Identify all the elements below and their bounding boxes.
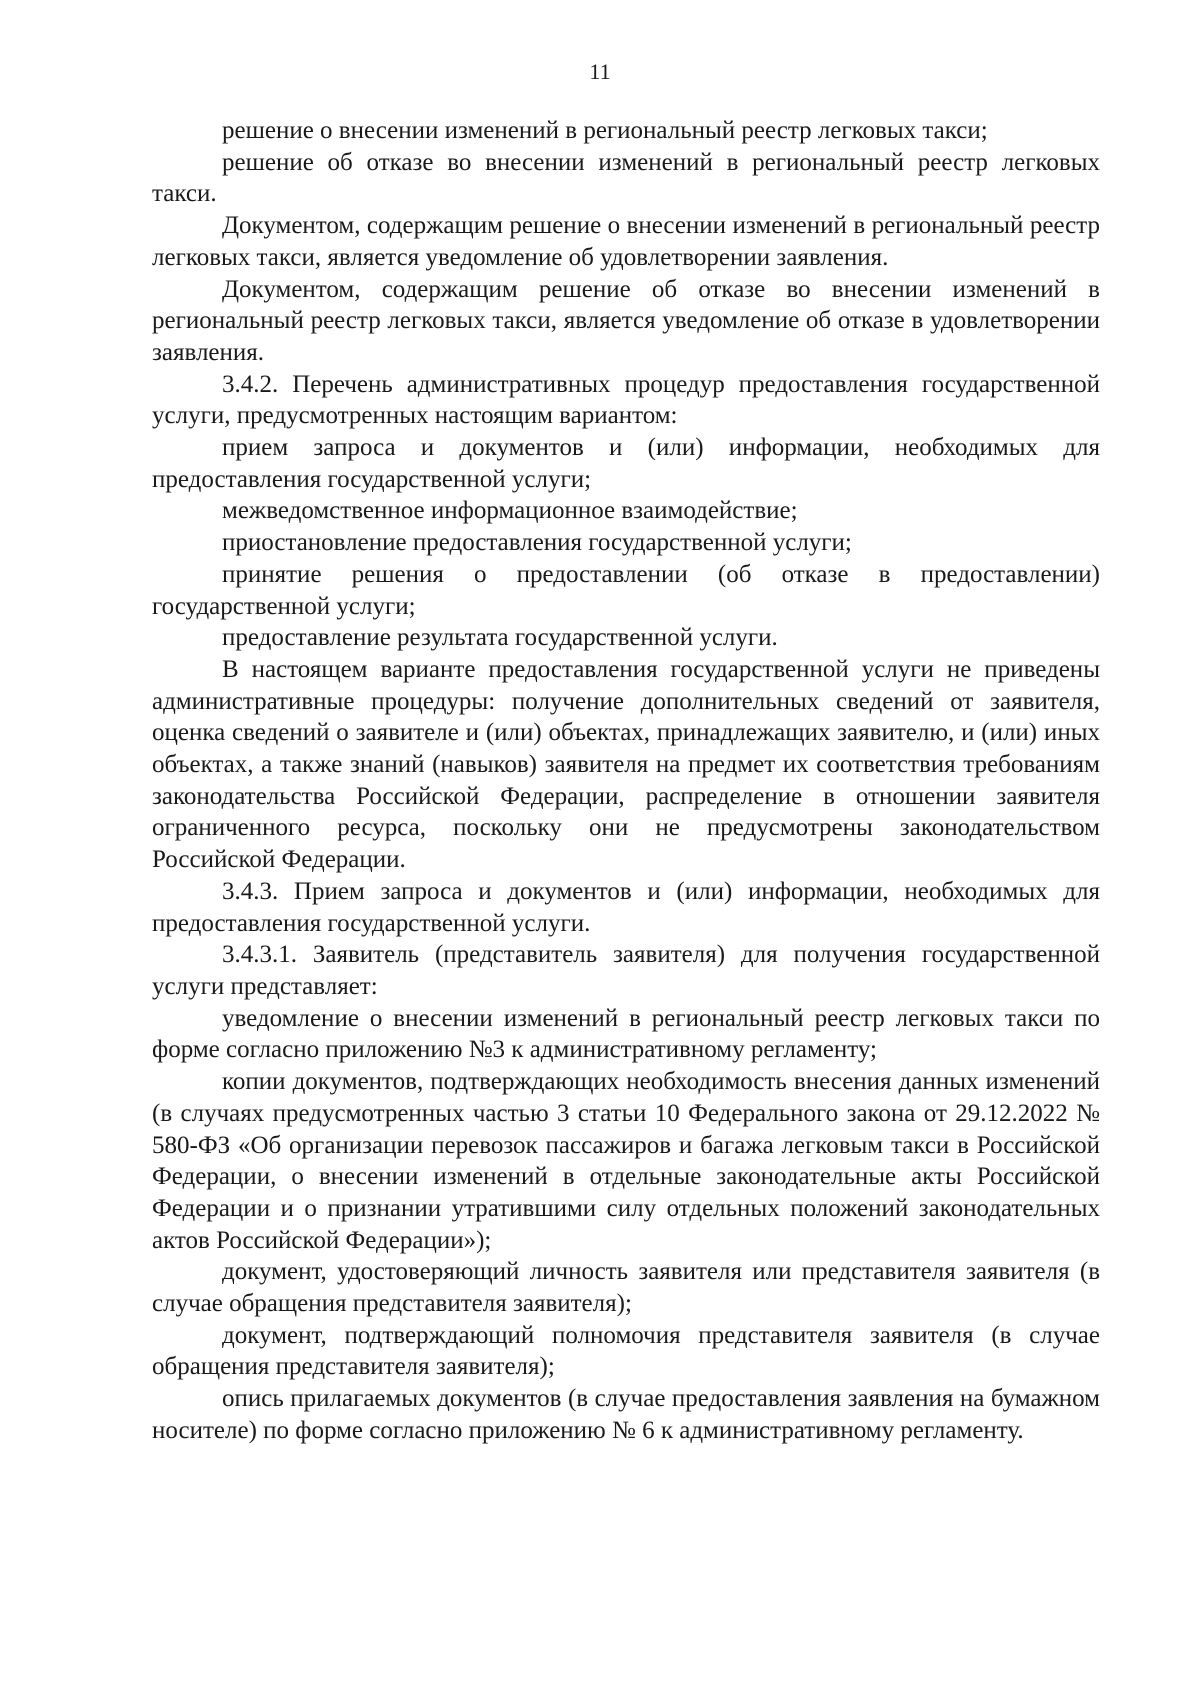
list-item-document-copies: копии документов, подтверждающих необходимость внесения данных изменений (в случаях предусмотренных частью 3 статьи 10 Федерального закона от 29.12.2022 № 580-ФЗ «Об организации перевозок пассажиров и багажа легковым такси в Российской Федерации, о внесении изменений в отдельные законодательные акты Российской Федерации и о признании утратившими силу отдельных положений законодательных актов Российской Федерации»); bbox=[152, 1068, 1100, 1254]
list-item-decision: принятие решения о предоставлении (об отказе в предоставлении) государственной услуги; bbox=[152, 560, 1100, 620]
paragraph-approval-document: Документом, содержащим решение о внесении изменений в региональный реестр легковых такси, является уведомление об удовлетворении заявления. bbox=[152, 212, 1100, 271]
paragraph-not-included-procedures: В настоящем варианте предоставления государственной услуги не приведены административные процедуры: получение дополнительных сведений от заявителя, оценка сведений о заявителе и (или) объектах, принадлежащих заявителю, и (или) иных объектах, а также знаний (навыков) заявителя на предмет их соответствия требованиям законодательства Российской Федерации, распределение в отношении заявителя ограниченного ресурса, поскольку они не предусмотрены законодательством Российской Федерации. bbox=[152, 655, 1100, 874]
list-item-inventory: опись прилагаемых документов (в случае предоставления заявления на бумажном носителе) по форме согласно приложению № 6 к административному регламенту. bbox=[152, 1385, 1100, 1444]
document-body bbox=[152, 115, 1100, 1447]
list-item-result: предоставление результата государственной услуги. bbox=[222, 624, 778, 652]
list-item-authority-document: документ, подтверждающий полномочия представителя заявителя (в случае обращения представителя заявителя); bbox=[152, 1321, 1100, 1381]
list-item-suspension: приостановление предоставления государственной услуги; bbox=[222, 529, 852, 557]
paragraph-result-decision: решение о внесении изменений в региональный реестр легковых такси; bbox=[222, 117, 988, 144]
list-item-notification: уведомление о внесении изменений в региональный реестр легковых такси по форме согласно приложению №3 к административному регламенту; bbox=[152, 1004, 1100, 1064]
list-item-request-intake: прием запроса и документов и (или) информации, необходимых для предоставления государственной услуги; bbox=[152, 434, 1100, 493]
paragraph-refusal-decision: решение об отказе во внесении изменений в региональный реестр легковых такси. bbox=[152, 148, 1100, 208]
paragraph-3-4-3: 3.4.3. Прием запроса и документов и (или) информации, необходимых для предоставления государственной услуги. bbox=[152, 877, 1100, 937]
page-number: 11 bbox=[589, 59, 611, 84]
paragraph-refusal-document: Документом, содержащим решение об отказе во внесении изменений в региональный реестр легковых такси, является уведомление об отказе в удовлетворении заявления. bbox=[152, 275, 1100, 366]
list-item-identity-document: документ, удостоверяющий личность заявителя или представителя заявителя (в случае обращения представителя заявителя); bbox=[152, 1258, 1100, 1318]
paragraph-3-4-3-1: 3.4.3.1. Заявитель (представитель заявителя) для получения государственной услуги представляет: bbox=[152, 941, 1100, 1000]
paragraph-3-4-2: 3.4.2. Перечень административных процедур предоставления государственной услуги, предусмотренных настоящим вариантом: bbox=[152, 370, 1100, 430]
list-item-interagency: межведомственное информационное взаимодействие; bbox=[222, 497, 798, 525]
